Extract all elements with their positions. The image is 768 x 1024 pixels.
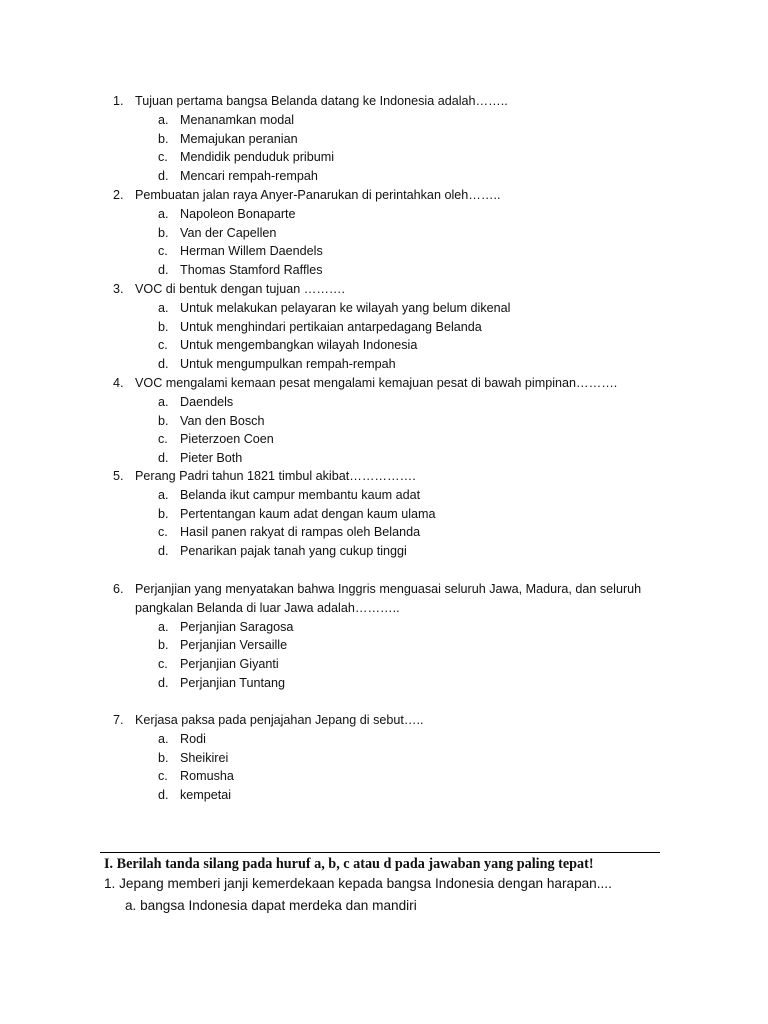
option-letter: c. [158, 432, 168, 447]
option-letter: a. [158, 300, 169, 315]
option-d [0, 355, 768, 374]
option-text: Untuk mengembangkan wilayah Indonesia [180, 338, 418, 353]
option-c [0, 336, 768, 355]
option-letter: b. [158, 413, 169, 428]
option-text: Van der Capellen [180, 225, 277, 240]
option-text: Pieterzoen Coen [180, 432, 274, 447]
option-letter: a. [158, 206, 169, 221]
option-text: Mencari rempah-rempah [180, 169, 318, 184]
question-1 [0, 92, 768, 186]
question-2 [0, 186, 768, 280]
option-text: Untuk menghindari pertikaian antarpedagang Belanda [180, 319, 482, 334]
option-letter: c. [158, 244, 168, 259]
option-letter: d. [158, 263, 169, 278]
option-d [0, 261, 768, 280]
option-letter: c. [158, 150, 168, 165]
option-letter: c. [158, 769, 168, 784]
option-text: Pieter Both [180, 451, 243, 466]
option-text: Penarikan pajak tanah yang cukup tinggi [180, 544, 407, 559]
option-letter: d. [158, 451, 169, 466]
option-b [0, 505, 768, 524]
option-a [0, 486, 768, 505]
option-b [0, 224, 768, 243]
option-letter: c. [158, 657, 168, 672]
option-letter: b. [158, 638, 169, 653]
question-number: 5. [113, 469, 124, 483]
option-text: Perjanjian Versaille [180, 638, 288, 653]
option-d [0, 167, 768, 186]
option-list [0, 618, 768, 693]
option-list [0, 486, 768, 561]
option-list [0, 111, 768, 186]
option-b [0, 130, 768, 149]
option-text: Menanamkan modal [180, 112, 295, 127]
question-5 [0, 467, 768, 561]
option-a [0, 111, 768, 130]
question-3 [0, 280, 768, 374]
option-b [0, 636, 768, 655]
option-letter: b. [158, 131, 169, 146]
option-letter: b. [158, 225, 169, 240]
question-number: 6. [113, 582, 124, 596]
question-7 [0, 711, 768, 805]
option-text: Herman Willem Daendels [180, 244, 323, 259]
question-text: Pembuatan jalan raya Anyer-Panarukan di perintahkan oleh…….. [135, 188, 501, 202]
option-letter: c. [158, 338, 168, 353]
option-d [0, 542, 768, 561]
option-letter: d. [158, 357, 169, 372]
option-text: Rodi [180, 731, 206, 746]
option-list [0, 393, 768, 468]
question-text: VOC mengalami kemaan pesat mengalami kemajuan pesat di bawah pimpinan………. [135, 376, 618, 390]
option-c [0, 430, 768, 449]
option-text: Memajukan peranian [180, 131, 298, 146]
option-list [0, 205, 768, 280]
option-letter: d. [158, 544, 169, 559]
option-text: Daendels [180, 394, 234, 409]
option-text: Van den Bosch [180, 413, 265, 428]
question-number: 3. [113, 282, 124, 296]
option-d [0, 674, 768, 693]
option-list [0, 730, 768, 805]
option-c [0, 655, 768, 674]
option-b [0, 412, 768, 431]
question-text: VOC di bentuk dengan tujuan ………. [135, 282, 346, 296]
question-6 [0, 580, 768, 693]
option-text: Thomas Stamford Raffles [180, 263, 323, 278]
option-c [0, 242, 768, 261]
option-text: Untuk melakukan pelayaran ke wilayah yang belum dikenal [180, 300, 511, 315]
option-text: Romusha [180, 769, 234, 784]
option-text: Belanda ikut campur membantu kaum adat [180, 487, 421, 502]
section-question: 1. Jepang memberi janji kemerdekaan kepada bangsa Indonesia dengan harapan.... [104, 876, 612, 891]
question-number: 1. [113, 94, 124, 108]
option-text: Untuk mengumpulkan rempah-rempah [180, 357, 396, 372]
option-b [0, 749, 768, 768]
option-a [0, 730, 768, 749]
option-letter: a. [158, 394, 169, 409]
option-letter: a. [158, 619, 169, 634]
question-text: Perang Padri tahun 1821 timbul akibat……………. [135, 469, 416, 483]
option-a [0, 393, 768, 412]
option-letter: d. [158, 675, 169, 690]
option-c [0, 767, 768, 786]
option-letter: b. [158, 319, 169, 334]
option-list [0, 299, 768, 374]
option-a [0, 205, 768, 224]
option-letter: c. [158, 525, 168, 540]
section-option: a. bangsa Indonesia dapat merdeka dan mandiri [125, 898, 417, 913]
option-c [0, 523, 768, 542]
option-text: Perjanjian Saragosa [180, 619, 294, 634]
question-4 [0, 374, 768, 468]
option-text: Sheikirei [180, 750, 229, 765]
question-text: Perjanjian yang menyatakan bahwa Inggris menguasai seluruh Jawa, Madura, dan seluruh pangkalan Belanda di luar Jawa adalah……….. [135, 582, 642, 615]
option-d [0, 449, 768, 468]
option-letter: a. [158, 731, 169, 746]
option-text: Perjanjian Giyanti [180, 657, 279, 672]
option-text: Hasil panen rakyat di rampas oleh Belanda [180, 525, 421, 540]
option-a [0, 618, 768, 637]
question-number: 2. [113, 188, 124, 202]
option-text: kempetai [180, 788, 232, 803]
section-title: I. Berilah tanda silang pada huruf a, b, c atau d pada jawaban yang paling tepat! [104, 856, 594, 872]
question-number: 4. [113, 376, 124, 390]
option-c [0, 148, 768, 167]
option-letter: a. [158, 112, 169, 127]
option-letter: d. [158, 788, 169, 803]
instruction-section [100, 852, 660, 915]
option-text: Perjanjian Tuntang [180, 675, 286, 690]
option-letter: b. [158, 506, 169, 521]
question-number: 7. [113, 713, 124, 727]
option-d [0, 786, 768, 805]
option-b [0, 318, 768, 337]
option-text: Mendidik penduduk pribumi [180, 150, 335, 165]
question-text: Kerjasa paksa pada penjajahan Jepang di sebut….. [135, 713, 424, 727]
option-text: Pertentangan kaum adat dengan kaum ulama [180, 506, 436, 521]
option-letter: d. [158, 169, 169, 184]
option-a [0, 299, 768, 318]
question-text: Tujuan pertama bangsa Belanda datang ke Indonesia adalah…….. [135, 94, 508, 108]
option-text: Napoleon Bonaparte [180, 206, 296, 221]
option-letter: a. [158, 487, 169, 502]
option-letter: b. [158, 750, 169, 765]
